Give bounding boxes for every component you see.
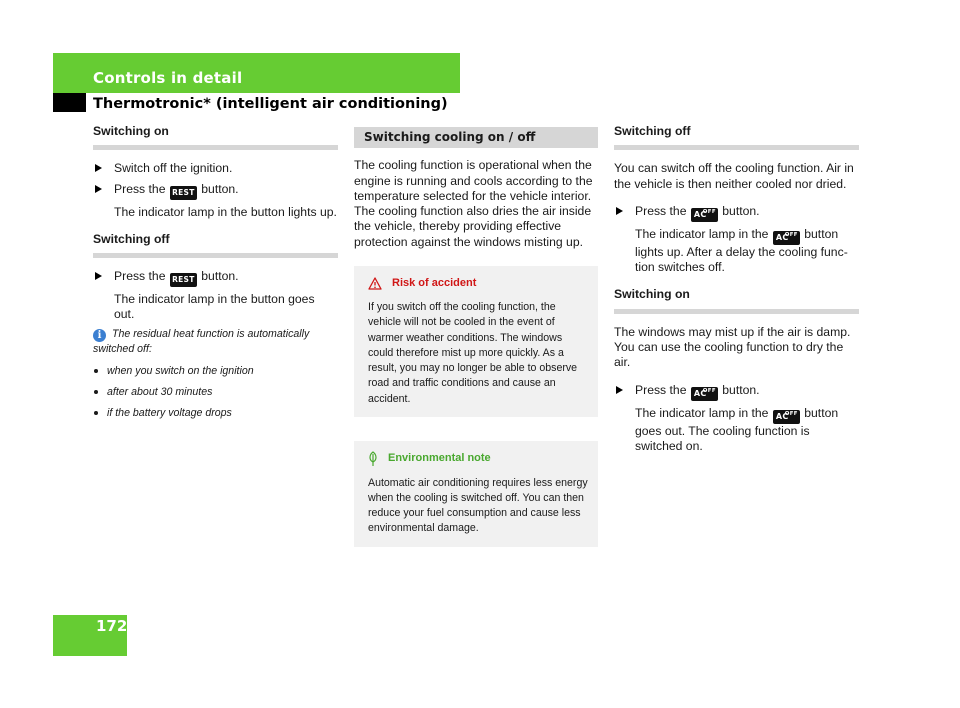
switching-off-intro: You can switch off the cooling function. Air in the vehicle is then neither cooled nor dried. bbox=[614, 161, 854, 191]
step-result: The indicator lamp in the button goes out. bbox=[114, 292, 315, 322]
step-result: The indicator lamp in the AC OFF button lights up. After a delay the cooling function switches off. bbox=[635, 226, 848, 275]
note-bullet: after about 30 minutes bbox=[93, 385, 338, 399]
step-arrow-icon bbox=[95, 185, 102, 193]
cooling-heading: Switching cooling on / off bbox=[354, 127, 598, 148]
warning-triangle-icon bbox=[368, 277, 382, 290]
left-column bbox=[93, 120, 338, 427]
info-icon: i bbox=[93, 329, 106, 342]
step-result: The indicator lamp in the AC OFF button goes out. The cooling function is switched on. bbox=[635, 405, 839, 453]
switching-off-heading: Switching off bbox=[93, 228, 338, 258]
step-switch-off-ignition: Switch off the ignition. bbox=[93, 161, 338, 176]
right-column bbox=[614, 120, 859, 462]
environment-title: Environmental note bbox=[388, 452, 491, 465]
step-arrow-icon bbox=[95, 272, 102, 280]
rest-button-icon: REST bbox=[170, 186, 197, 200]
switching-on-intro: The windows may mist up if the air is damp. You can use the cooling function to dry the air. bbox=[614, 324, 851, 370]
cooling-paragraph: The cooling function is operational when the engine is running and cools according to the temperature selected for the vehicle interior. The cooling function also dries the air inside the vehicle, thereby providing effective protection against the windows misting up. bbox=[354, 158, 593, 249]
step-press-rest-off: Press the REST button. bbox=[93, 269, 338, 287]
step-arrow-icon bbox=[95, 164, 102, 172]
step-result: The indicator lamp in the button lights up. bbox=[114, 204, 337, 219]
switching-on-heading: Switching on bbox=[93, 120, 338, 150]
leaf-icon bbox=[368, 451, 378, 467]
rest-button-icon: REST bbox=[170, 273, 197, 287]
step-arrow-icon bbox=[616, 207, 623, 215]
step-arrow-icon bbox=[616, 386, 623, 394]
info-note-text: The residual heat function is automatically switched off: bbox=[93, 327, 310, 355]
page-title: Thermotronic* (intelligent air conditioning) bbox=[93, 96, 448, 112]
info-note bbox=[93, 327, 338, 420]
bullet-dot-icon bbox=[94, 411, 98, 415]
note-bullet: when you switch on the ignition bbox=[93, 364, 338, 378]
warning-box bbox=[354, 266, 598, 417]
middle-column bbox=[354, 127, 598, 547]
section-title: Controls in detail bbox=[93, 69, 243, 87]
environment-text: Automatic air conditioning requires less energy when the cooling is switched off. You can then reduce your fuel consumption and cause less environmental damage. bbox=[368, 476, 588, 535]
switching-off-heading: Switching off bbox=[614, 120, 859, 150]
warning-text: If you switch off the cooling function, the vehicle will not be cooled in the event of warmer weather conditions. The windows could therefore mist up more quickly. As a result, you may no longer be able to observe road and traffic conditions and cause an accident. bbox=[368, 301, 578, 405]
ac-off-button-icon: AC OFF bbox=[691, 208, 718, 222]
bullet-dot-icon bbox=[94, 390, 98, 394]
page-number: 172 bbox=[96, 617, 128, 635]
ac-off-button-icon: AC OFF bbox=[773, 231, 800, 245]
note-bullet: if the battery voltage drops bbox=[93, 406, 338, 420]
step-press-ac-off: Press the AC OFF button. bbox=[614, 204, 859, 222]
step-press-rest: Press the REST button. bbox=[93, 182, 338, 200]
bullet-dot-icon bbox=[94, 369, 98, 373]
warning-title: Risk of accident bbox=[392, 277, 477, 290]
ac-off-button-icon: AC OFF bbox=[691, 387, 718, 401]
environment-box bbox=[354, 441, 598, 547]
ac-off-button-icon: AC OFF bbox=[773, 410, 800, 424]
black-tab-marker bbox=[53, 93, 86, 112]
step-press-ac-on: Press the AC OFF button. bbox=[614, 383, 859, 401]
switching-on-heading: Switching on bbox=[614, 283, 859, 313]
